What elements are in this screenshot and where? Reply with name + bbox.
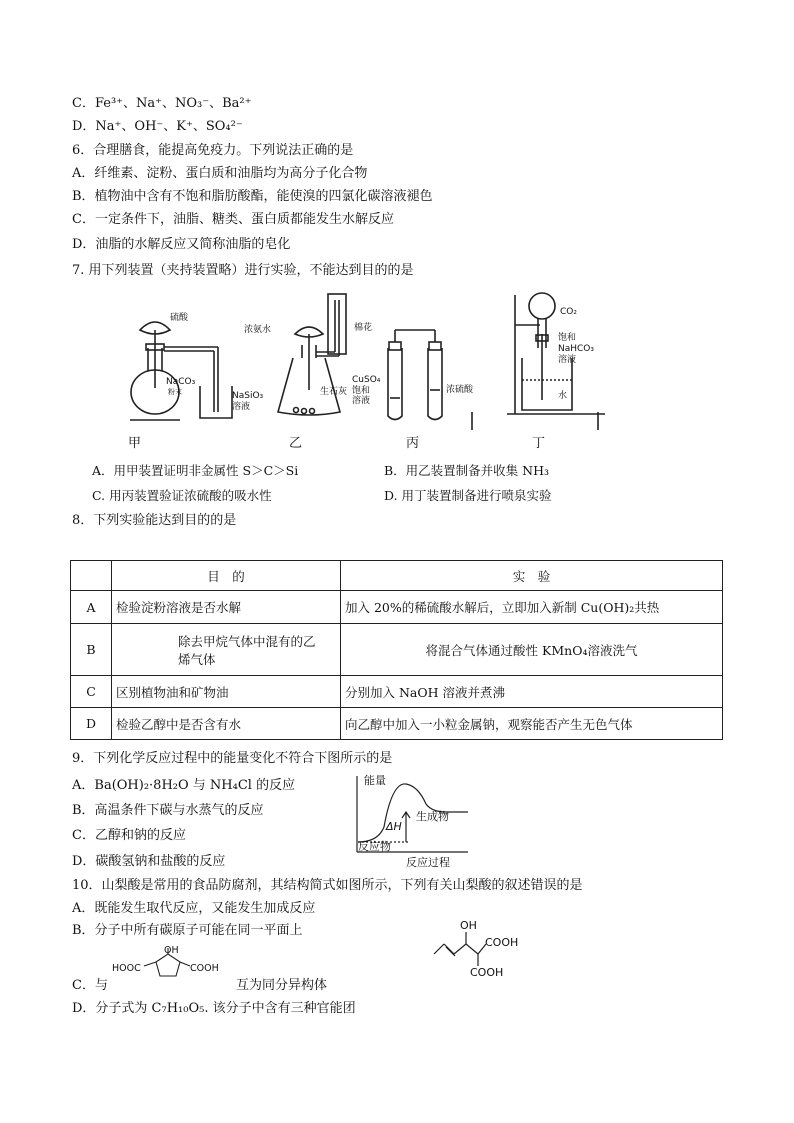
ring-cooh: COOH [190,963,219,974]
q6-option-c: C．一定条件下，油脂、糖类、蛋白质都能发生水解反应 [72,212,394,227]
ding-label: 丁 [532,436,546,450]
q6-stem: 6．合理膳食，能提高免疫力。下列说法正确的是 [72,143,354,158]
row-experiment: 加入 20%的稀硫酸水解后，立即加入新制 Cu(OH)₂共热 [341,591,723,624]
graph-products: 生成物 [416,810,449,823]
graph-reactants: 反应物 [358,840,391,853]
jia-acid-label: 硫酸 [170,313,189,323]
row-goal-line2: 烯气体 [178,651,216,667]
bing-label: 丙 [406,436,420,450]
table-header-experiment: 实 验 [341,561,723,591]
q7-apparatus-figure [110,290,620,450]
q5-option-d: D．Na⁺、OH⁻、K⁺、SO₄²⁻ [72,119,243,134]
row-goal: 检验淀粉溶液是否水解 [112,591,341,624]
graph-xlabel: 反应过程 [406,856,450,869]
q6-option-b: B．植物油中含有不饱和脂肪酸酯，能使溴的四氯化碳溶液褪色 [72,189,433,204]
q9-option-b: B．高温条件下碳与水蒸气的反应 [72,803,264,818]
q10-ring-structure [108,944,226,996]
ding-sol-label: 溶液 [558,355,577,365]
struct-cooh-2: COOH [470,966,504,979]
row-goal: 区别植物油和矿物油 [112,676,341,708]
q10-option-b: B．分子中所有碳原子可能在同一平面上 [72,923,303,938]
ring-oh: OH [164,945,179,956]
q7-option-c: C. 用丙装置验证浓硫酸的吸水性 [92,488,272,503]
bing-sol-label: 溶液 [352,396,371,406]
q5-option-c: C．Fe³⁺、Na⁺、NO₃⁻、Ba²⁺ [72,96,252,111]
q9-option-d: D．碳酸氢钠和盐酸的反应 [72,854,226,869]
row-goal: 检验乙醇中是否含有水 [112,708,341,740]
bing-cuso4-label: CuSO₄ [352,375,381,385]
row-goal [112,624,341,676]
yi-reagent-label: 浓氨水 [244,325,272,335]
table-row [71,676,723,708]
table-row [71,591,723,624]
jia-sol2-label: 溶液 [232,402,251,412]
q10-option-a: A．既能发生取代反应，又能发生加成反应 [72,901,316,916]
table-header-goal: 目 的 [112,561,341,591]
bing-h2so4-label: 浓硫酸 [446,385,474,395]
q6-option-d: D．油脂的水解反应又简称油脂的皂化 [72,237,291,252]
table-row [71,708,723,740]
jia-solid-label: NaCO₃ [166,377,196,387]
row-goal-line1: 除去甲烷气体中混有的乙 [178,633,316,649]
struct-cooh-1: COOH [485,936,519,949]
ding-co2-label: CO₂ [560,307,577,317]
row-key: D [71,708,112,740]
q7-option-a: A．用甲装置证明非金属性 S＞C＞Si [92,463,299,478]
q6-option-a: A．纤维素、淀粉、蛋白质和油脂均为高分子化合物 [72,166,368,181]
q7-stem: 7. 用下列装置（夹持装置略）进行实验，不能达到目的的是 [72,263,414,278]
q8-table [70,560,723,740]
graph-ylabel: 能量 [364,774,386,787]
q10-option-c-pre: C．与 [72,978,108,993]
row-key: A [71,591,112,624]
q10-option-d: D．分子式为 C₇H₁₀O₅. 该分子中含有三种官能团 [72,1001,356,1016]
yi-label: 乙 [289,436,303,450]
ding-nahco3-label: NaHCO₃ [558,344,594,354]
q8-stem: 8．下列实验能达到目的的是 [72,513,237,528]
table-row [71,624,723,676]
q9-energy-diagram [350,772,480,870]
ring-hooc: HOOC [112,963,141,974]
jia-solid2-label: 粉末 [168,388,182,396]
q9-option-a: A．Ba(OH)₂·8H₂O 与 NH₄Cl 的反应 [72,778,296,793]
row-key: B [71,624,112,676]
ding-sat-label: 饱和 [558,333,577,343]
q10-option-c-post: 互为同分异构体 [236,978,328,993]
yi-lime-label: 生石灰 [320,387,348,397]
table-header-blank [71,561,112,591]
q7-option-b: B．用乙装置制备并收集 NH₃ [384,463,550,478]
row-key: C [71,676,112,708]
q9-stem: 9．下列化学反应过程中的能量变化不符合下图所示的是 [72,751,393,766]
graph-dh: ΔH [386,820,402,833]
jia-label: 甲 [128,436,142,450]
row-experiment: 将混合气体通过酸性 KMnO₄溶液洗气 [341,624,723,676]
struct-oh: OH [460,919,477,932]
q10-sorbic-structure [430,918,540,983]
row-experiment: 分别加入 NaOH 溶液并煮沸 [341,676,723,708]
q10-stem: 10．山梨酸是常用的食品防腐剂，其结构简式如图所示，下列有关山梨酸的叙述错误的是 [72,878,583,893]
bing-sat-label: 饱和 [352,386,371,396]
q9-option-c: C．乙醇和钠的反应 [72,828,186,843]
ding-water-label: 水 [558,391,568,401]
row-experiment: 向乙醇中加入一小粒金属钠，观察能否产生无色气体 [341,708,723,740]
q7-option-d: D. 用丁装置制备进行喷泉实验 [384,488,552,503]
jia-sol-label: NaSiO₃ [232,391,264,401]
yi-cotton-label: 棉花 [354,323,373,333]
